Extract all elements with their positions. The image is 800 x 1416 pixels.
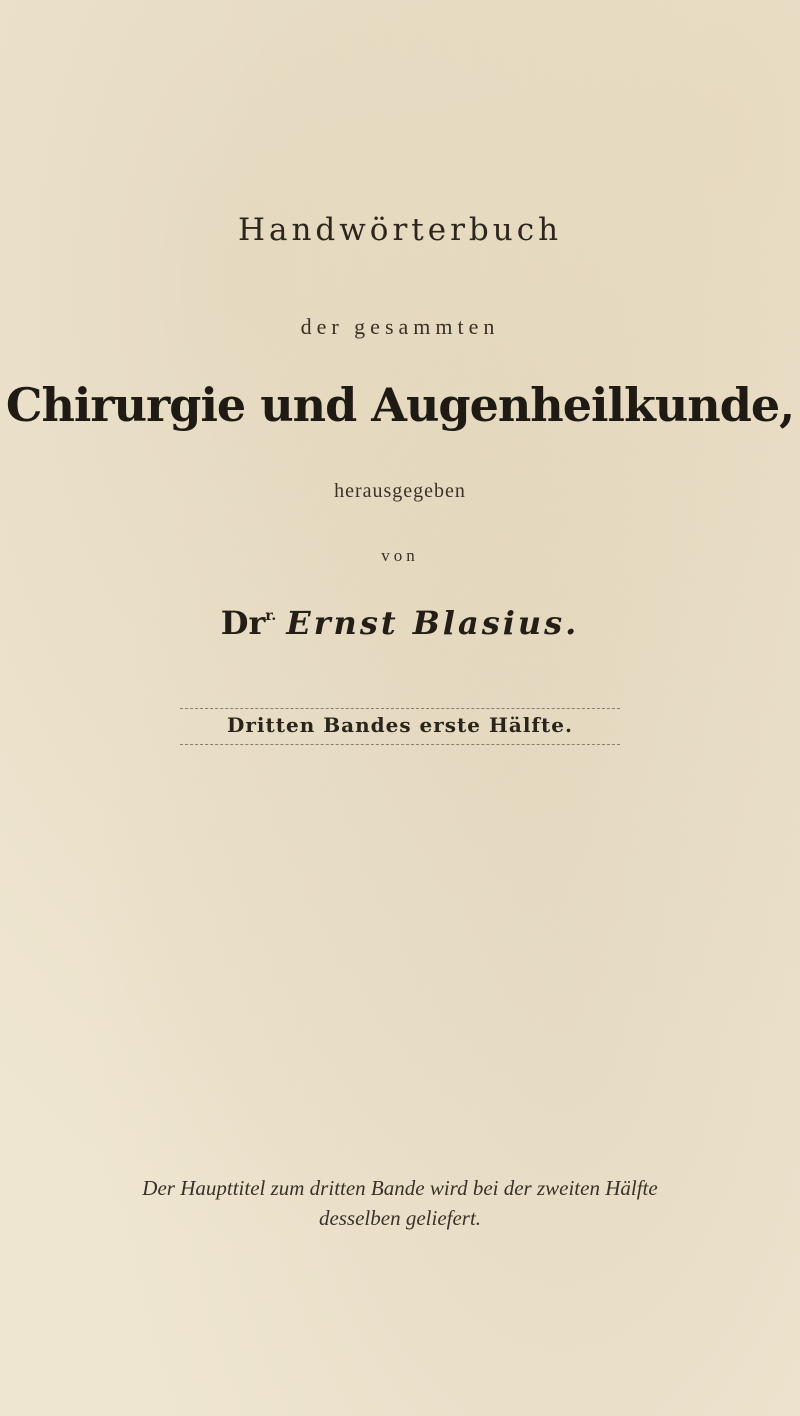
footnote-line-2: desselben geliefert. (318, 1206, 482, 1230)
editor-title: $Dr^{r.}$ (220, 604, 277, 642)
title-der-gesammten: der gesammten (300, 314, 500, 339)
editor-intro: herausgegeben (334, 480, 466, 502)
title-handwoerterbuch: Handwörterbuch (237, 212, 563, 248)
title-main-subject: Chirurgie und Augenheilkunde, (5, 378, 795, 432)
divider-top (180, 708, 620, 709)
editor-name: Ernst Blasius. (286, 604, 580, 642)
editor-von: von (381, 546, 419, 565)
volume-note: Dritten Bandes erste Hälfte. (227, 713, 573, 737)
editor-line (0, 604, 800, 642)
divider-bottom (180, 744, 620, 745)
footnote-line-1: Der Haupttitel zum dritten Bande wird bei der zweiten Hälfte (142, 1176, 658, 1200)
